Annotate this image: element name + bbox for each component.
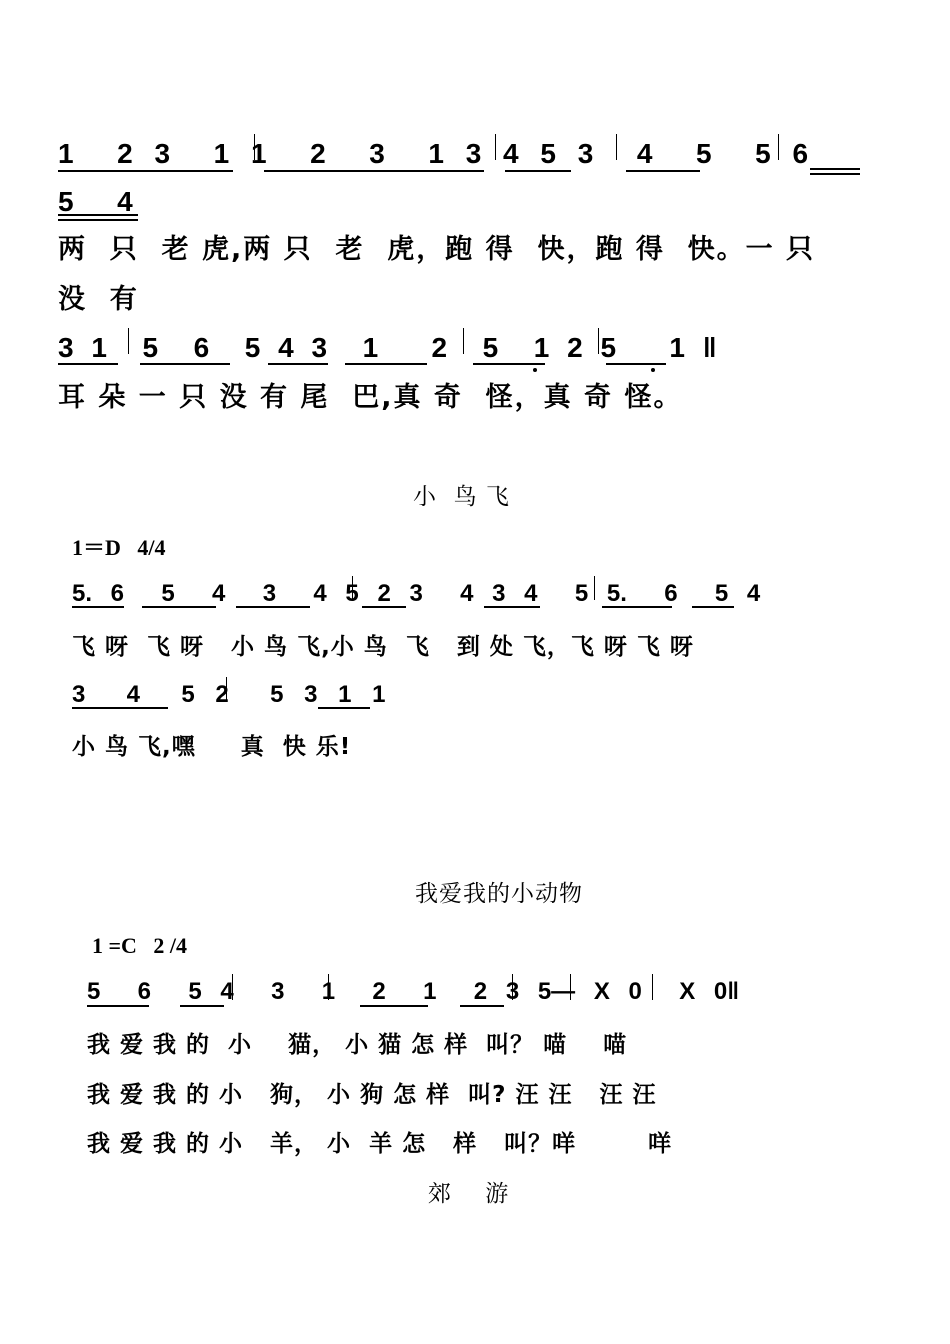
underline xyxy=(72,707,168,709)
underline xyxy=(505,170,571,172)
bar-line xyxy=(495,134,496,160)
bar-line xyxy=(328,974,329,1000)
underline xyxy=(460,1005,504,1007)
underline xyxy=(72,606,124,608)
song1-notation-line2: 3 1 5 6 5 4 3 1 2 5 1 2 5 1 ‖ xyxy=(58,332,717,363)
song1-lyrics-line1: 两 只 老 虎,两 只 老 虎，跑 得 快，跑 得 快。一 只 xyxy=(58,234,816,265)
underline xyxy=(606,363,666,365)
bar-line xyxy=(570,974,571,1000)
underline xyxy=(180,1005,224,1007)
underline xyxy=(602,606,672,608)
bar-line xyxy=(594,576,595,600)
song2-key-signature: 1＝D 4/4 xyxy=(72,535,166,560)
song2-lyrics-line2: 小 鸟 飞,嘿 真 快 乐! xyxy=(72,734,352,760)
underline xyxy=(236,606,310,608)
song3-lyrics-line3: 我 爱 我 的 小 羊， 小 羊 怎 样 叫？咩 咩 xyxy=(87,1131,673,1157)
song1-notation-line1: 1 2 3 1 1 2 3 1 3 4 5 3 4 5 5 6 xyxy=(58,138,809,169)
underline xyxy=(362,606,406,608)
song1-lyrics-line2: 耳 朵 一 只 没 有 尾 巴,真 奇 怪，真 奇 怪。 xyxy=(58,382,683,413)
bar-line xyxy=(652,974,653,1000)
underline xyxy=(142,606,216,608)
song3-notation: 5 6 5 4 3 1 2 1 2 3 5— X 0 X 0‖ xyxy=(87,978,740,1005)
bar-line xyxy=(352,576,353,600)
song3-lyrics-line2: 我 爱 我 的 小 狗， 小 狗 怎 样 叫? 汪 汪 汪 汪 xyxy=(87,1082,657,1108)
bar-line xyxy=(778,134,779,160)
underline xyxy=(345,363,427,365)
low-octave-dot xyxy=(651,368,655,372)
underline xyxy=(140,363,230,365)
bar-line xyxy=(598,328,599,354)
underline xyxy=(268,363,328,365)
song1-notation-line1b: 5 4 xyxy=(58,186,133,217)
song2-notation-line2: 3 4 5 2 5 3 1 1 xyxy=(72,681,386,708)
underline xyxy=(360,1005,428,1007)
underline xyxy=(626,170,700,172)
song3-lyrics-line1: 我 爱 我 的 小 猫， 小 猫 怎 样 叫？ 喵 喵 xyxy=(87,1032,628,1058)
low-octave-dot xyxy=(533,368,537,372)
underline xyxy=(264,170,484,172)
song1-lyrics-line1b: 没 有 xyxy=(58,284,139,315)
underline xyxy=(692,606,734,608)
bar-line xyxy=(254,134,255,160)
bar-line xyxy=(226,677,227,701)
double-underline xyxy=(58,214,138,221)
song2-lyrics-line1: 飞 呀 飞 呀 小 鸟 飞,小 鸟 飞 到 处 飞，飞 呀 飞 呀 xyxy=(72,634,694,660)
bar-line xyxy=(128,328,129,354)
bar-line xyxy=(463,328,464,354)
underline xyxy=(473,363,545,365)
bar-line xyxy=(512,974,513,1000)
bar-line xyxy=(616,134,617,160)
song2-title: 小 鸟 飞 xyxy=(413,484,510,510)
underline xyxy=(58,170,233,172)
underline xyxy=(318,707,370,709)
song3-title: 我爱我的小动物 xyxy=(415,881,583,907)
song3-key-signature: 1 =C 2 /4 xyxy=(92,933,188,958)
song2-notation-line1: 5. 6 5 4 3 4 5 2 3 4 3 4 5 5. 6 5 4 xyxy=(72,580,761,607)
double-underline xyxy=(810,168,860,175)
song4-title: 郊 游 xyxy=(428,1181,510,1207)
underline xyxy=(87,1005,149,1007)
underline xyxy=(58,363,118,365)
bar-line xyxy=(232,974,233,1000)
underline xyxy=(484,606,540,608)
